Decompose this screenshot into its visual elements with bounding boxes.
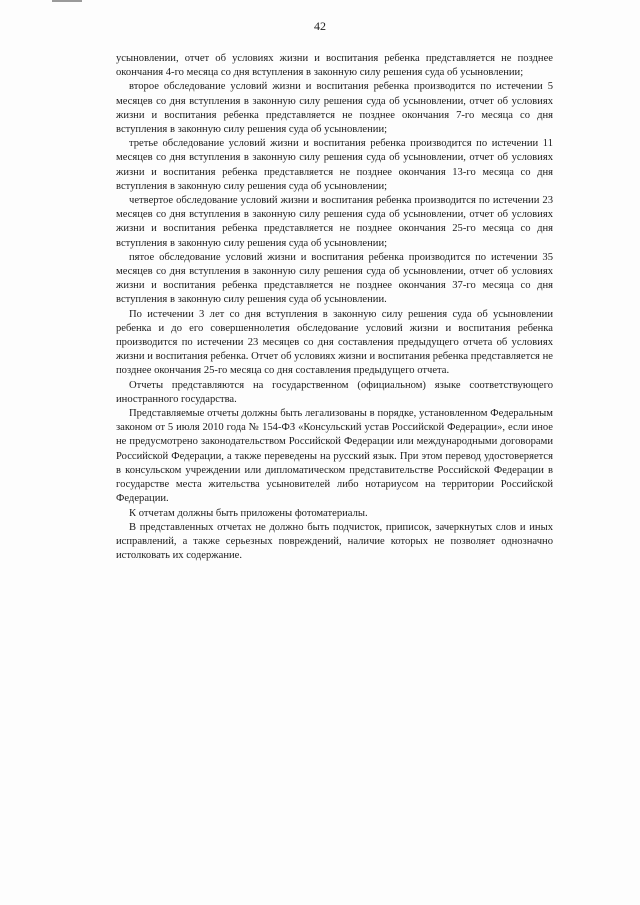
- scan-edge-mark: [52, 0, 82, 2]
- document-body: [116, 52, 553, 563]
- paragraph-report-language: Отчеты представляются на государственном (официальном) языке соответствующего иностранного государства.: [116, 379, 553, 405]
- paragraph-photos: К отчетам должны быть приложены фотоматериалы.: [129, 507, 368, 519]
- paragraph-second-inspection: второе обследование условий жизни и воспитания ребенка производится по истечении 5 месяцев со дня вступления в законную силу решения суда об усыновлении, отчет об условиях жизни и воспитания ребенка представляется не позднее окончания 7-го месяца со дня вступления в законную силу решения суда об усыновлении;: [116, 81, 553, 136]
- page-number: 42: [314, 19, 326, 33]
- paragraph-fifth-inspection: пятое обследование условий жизни и воспитания ребенка производится по истечении 35 месяцев со дня вступления в законную силу решения суда об усыновлении, отчет об условиях жизни и воспитания ребенка представляется не позднее окончания 37-го месяца со дня вступления в законную силу решения суда об усыновлении.: [116, 251, 553, 306]
- paragraph-first-report: усыновлении, отчет об условиях жизни и воспитания ребенка представляется не позднее окончания 4-го месяца со дня вступления в законную силу решения суда об усыновлении;: [116, 53, 553, 79]
- paragraph-after-three-years: По истечении 3 лет со дня вступления в законную силу решения суда об усыновлении ребенка и до его совершеннолетия обследование условий жизни и воспитания ребенка производится по истечении 23 месяцев со дня составления предыдущего отчета об условиях жизни и воспитания ребенка. Отчет об условиях жизни и воспитания ребенка представляется не позднее окончания 25-го месяца со дня составления предыдущего отчета.: [116, 308, 553, 377]
- paragraph-fourth-inspection: четвертое обследование условий жизни и воспитания ребенка производится по истечении 23 месяцев со дня вступления в законную силу решения суда об усыновлении, отчет об условиях жизни и воспитания ребенка представляется не позднее окончания 25-го месяца со дня вступления в законную силу решения суда об усыновлении;: [116, 195, 553, 249]
- paragraph-third-inspection: третье обследование условий жизни и воспитания ребенка производится по истечении 11 месяцев со дня вступления в законную силу решения суда об усыновлении, отчет об условиях жизни и воспитания ребенка представляется не позднее окончания 13-го месяца со дня вступления в законную силу решения суда об усыновлении;: [116, 138, 553, 192]
- paragraph-legalization: Представляемые отчеты должны быть легализованы в порядке, установленном Федеральным законом от 5 июля 2010 года № 154-ФЗ «Консульский устав Российской Федерации», если иное не предусмотрено законодательством Российской Федерации или международными договорами Российской Федерации, а также переведены на русский язык. При этом перевод удостоверяется в консульском учреждении или дипломатическом представительстве Российской Федерации в государстве места жительства усыновителей либо нотариусом на территории Российской Федерации.: [116, 408, 553, 505]
- paragraph-no-corrections: В представленных отчетах не должно быть подчисток, приписок, зачеркнутых слов и иных исправлений, а также серьезных повреждений, наличие которых не позволяет однозначно истолковать их содержание.: [116, 521, 553, 562]
